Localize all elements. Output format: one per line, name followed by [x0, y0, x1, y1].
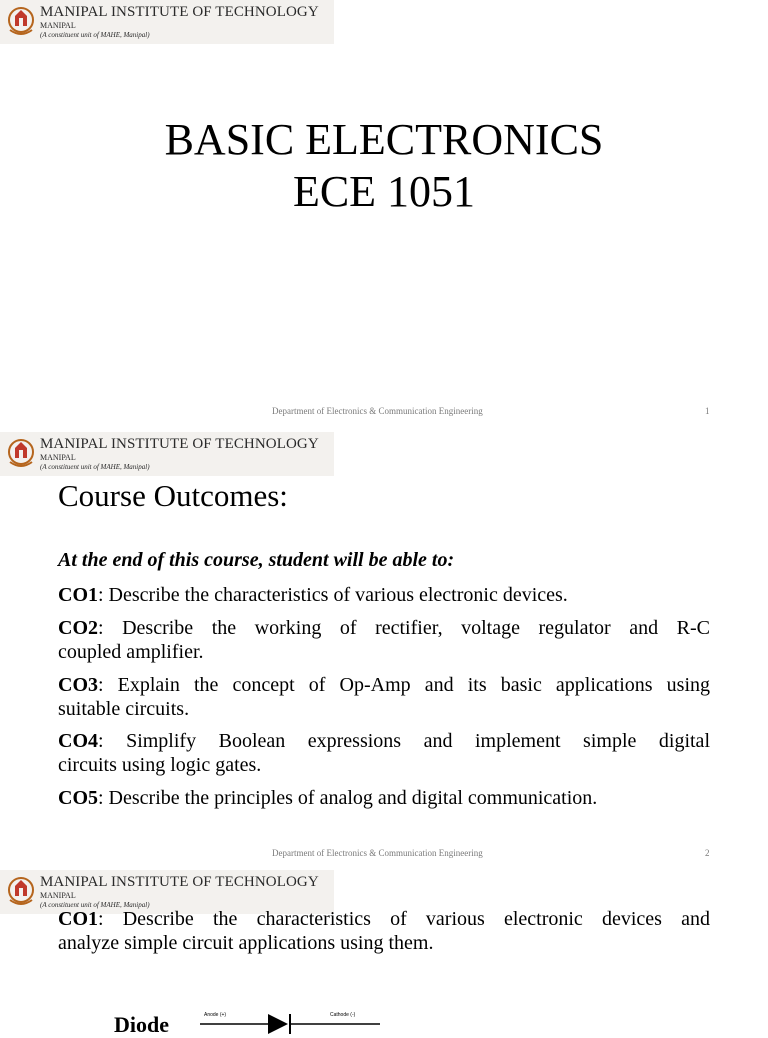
logo-tagline: (A constituent unit of MAHE, Manipal) — [40, 901, 150, 909]
outcome-text-cont: coupled amplifier. — [58, 641, 204, 663]
logo-title: MANIPAL INSTITUTE OF TECHNOLOGY — [40, 436, 319, 452]
outcome-co5 — [58, 786, 710, 810]
logo-subtitle: MANIPAL — [40, 21, 76, 30]
outcome-text: : Describe the characteristics of various electronic devices. — [98, 584, 568, 606]
logo-tagline: (A constituent unit of MAHE, Manipal) — [40, 31, 150, 39]
outcome-text: : Simplify Boolean expressions and implement simple digital — [98, 730, 710, 752]
outcome-code: CO3 — [58, 674, 98, 696]
slide-2 — [0, 432, 768, 868]
anode-label: Anode (+) — [204, 1012, 227, 1018]
logo-title: MANIPAL INSTITUTE OF TECHNOLOGY — [40, 874, 319, 890]
outcome-co2 — [58, 616, 710, 664]
outcome-text: : Describe the characteristics of various electronic devices and — [98, 908, 710, 930]
outcome-code: CO1 — [58, 584, 98, 606]
diode-label: Diode — [114, 1012, 169, 1037]
outcome-co4 — [58, 729, 710, 777]
outcome-text-cont: analyze simple circuit applications using them. — [58, 932, 434, 954]
logo-subtitle: MANIPAL — [40, 891, 76, 900]
logo-tagline: (A constituent unit of MAHE, Manipal) — [40, 463, 150, 471]
outcome-text-cont: suitable circuits. — [58, 698, 190, 720]
outcome-code: CO4 — [58, 730, 98, 752]
institute-logo — [0, 0, 334, 44]
slide-1 — [0, 0, 768, 428]
outcome-text: : Describe the working of rectifier, voltage regulator and R-C — [98, 617, 710, 639]
outcome-text: : Explain the concept of Op-Amp and its basic applications using — [98, 674, 710, 696]
cathode-label: Cathode (-) — [330, 1012, 356, 1018]
institute-emblem-icon — [7, 874, 35, 910]
outcome-co1-detail — [58, 907, 710, 955]
outcome-text: : Describe the principles of analog and digital communication. — [98, 787, 598, 809]
course-code: ECE 1051 — [292, 167, 476, 216]
outcome-code: CO2 — [58, 617, 98, 639]
institute-emblem-icon — [7, 436, 35, 472]
footer-department: Department of Electronics & Communication Engineering — [272, 848, 483, 858]
outcome-code: CO5 — [58, 787, 98, 809]
institute-emblem-icon — [7, 4, 35, 40]
outcome-code: CO1 — [58, 908, 98, 930]
outcome-co1 — [58, 583, 710, 607]
slide-heading: Course Outcomes: — [58, 478, 288, 513]
course-title: BASIC ELECTRONICS — [164, 115, 604, 164]
slide-3 — [0, 870, 768, 1037]
course-outcomes-intro: At the end of this course, student will be able to: — [58, 549, 455, 571]
institute-logo — [0, 432, 334, 476]
logo-title: MANIPAL INSTITUTE OF TECHNOLOGY — [40, 4, 319, 20]
page-number: 2 — [705, 848, 710, 858]
outcome-text-cont: circuits using logic gates. — [58, 754, 262, 776]
footer-department: Department of Electronics & Communication Engineering — [272, 406, 483, 416]
page-number: 1 — [705, 406, 710, 416]
outcome-co3 — [58, 673, 710, 721]
logo-subtitle: MANIPAL — [40, 453, 76, 462]
diode-symbol-icon — [200, 1010, 380, 1030]
